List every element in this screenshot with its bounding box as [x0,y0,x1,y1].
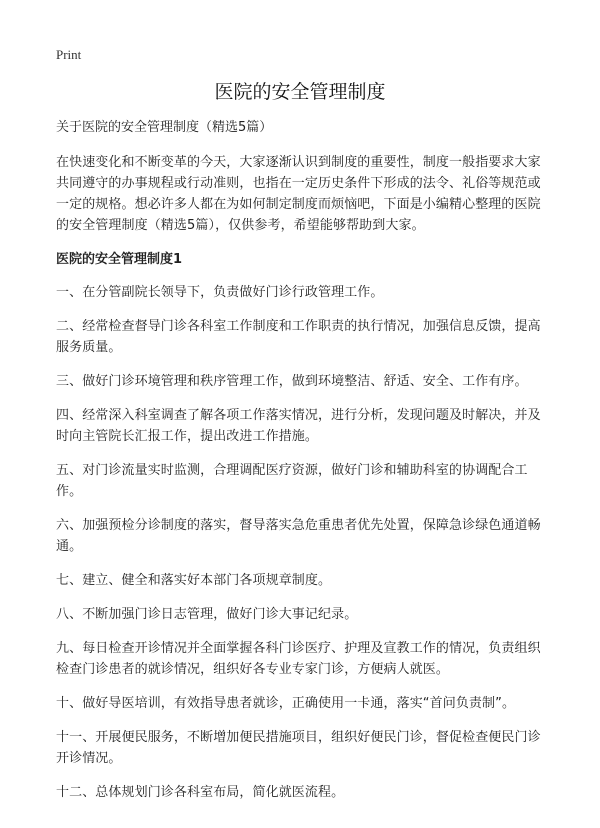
rule-item-8: 八、不断加强门诊日志管理，做好门诊大事记纪录。 [56,607,358,622]
document-subtitle: 关于医院的安全管理制度（精选5篇） [56,120,273,135]
rule-item-7: 七、建立、健全和落实好本部门各项规章制度。 [56,573,332,588]
rule-item-10: 十、做好导医培训，有效指导患者就诊，正确使用一卡通，落实“首问负责制”。 [56,696,516,711]
section-heading: 医院的安全管理制度1 [56,252,183,267]
rule-item-1: 一、在分管副院长领导下，负责做好门诊行政管理工作。 [56,285,384,300]
rule-item-2: 二、经常检查督导门诊各科室工作制度和工作职责的执行情况，加强信息反馈，提高服务质量。 [56,319,541,355]
rule-item-11: 十一、开展便民服务，不断增加便民措施项目，组织好便民门诊，督促检查便民门诊开诊情况。 [56,730,541,766]
intro-paragraph: 在快速变化和不断变革的今天，大家逐渐认识到制度的重要性，制度一般指要求大家共同遵守的办事规程或行动准则，也指在一定历史条件下形成的法令、礼俗等规范或一定的规格。想必许多人都在为如何制定制度而烦恼吧，下面是小编精心整理的医院的安全管理制度（精选5篇），仅供参考，希望能够帮助到大家。 [56,155,541,233]
rule-item-3: 三、做好门诊环境管理和秩序管理工作，做到环境整洁、舒适、安全、工作有序。 [56,374,528,389]
page-title: 医院的安全管理制度 [214,81,386,103]
rule-item-12: 十二、总体规划门诊各科室布局，简化就医流程。 [56,785,345,800]
rule-item-6: 六、加强预检分诊制度的落实，督导落实急危重患者优先处置，保障急诊绿色通道畅通。 [56,518,541,554]
rule-item-5: 五、对门诊流量实时监测，合理调配医疗资源，做好门诊和辅助科室的协调配合工作。 [56,463,528,499]
rule-item-9: 九、每日检查开诊情况并全面掌握各科门诊医疗、护理及宣教工作的情况，负责组织检查门诊患者的就诊情况，组织好各专业专家门诊，方便病人就医。 [56,641,541,677]
print-link[interactable]: Print [56,47,82,62]
rule-list [56,282,544,803]
rule-item-4: 四、经常深入科室调查了解各项工作落实情况，进行分析，发现问题及时解决，并及时向主管院长汇报工作，提出改进工作措施。 [56,408,541,444]
